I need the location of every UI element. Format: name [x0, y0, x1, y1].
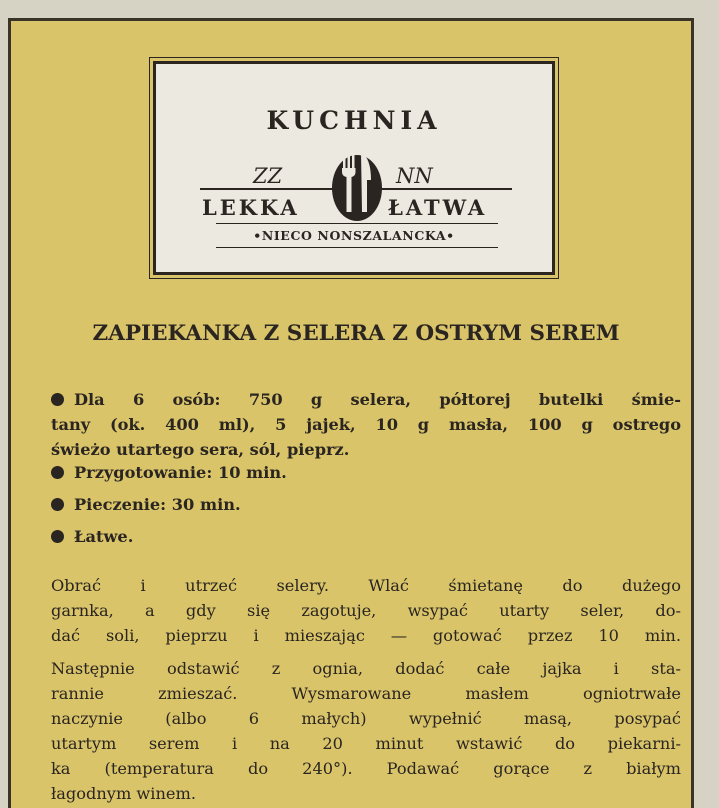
magazine-page — [8, 18, 694, 808]
paragraph-1-line-3: dać soli, pieprzu i mieszając — gotować przez 10 min. — [51, 626, 681, 645]
bake-time-text: Pieczenie: 30 min. — [74, 495, 241, 514]
difficulty — [51, 527, 133, 546]
ingredients-line-2: tany (ok. 400 ml), 5 jajek, 10 g masła, 100 g ostrego — [51, 415, 681, 434]
logo-word-left: LEKKA — [202, 195, 300, 220]
fork-and-knife-icon — [331, 142, 383, 222]
prep-time — [51, 463, 287, 482]
paragraph-2-line-4: utartym serem i na 20 minut wstawić do piekarni- — [51, 734, 681, 753]
bake-time — [51, 495, 241, 514]
paragraph-2-line-5: ka (temperatura do 240°). Podawać gorące z białym — [51, 759, 681, 778]
logo-word-right: ŁATWA — [388, 195, 488, 220]
method-paragraph-2 — [51, 656, 681, 806]
ingredients-line-3: świeżo utartego sera, sól, pieprz. — [51, 440, 350, 459]
prep-time-text: Przygotowanie: 10 min. — [74, 463, 287, 482]
logo-rule-bottom-tagline — [216, 247, 498, 248]
bullet-icon — [51, 530, 64, 543]
bullet-icon — [51, 498, 64, 511]
paragraph-2-line-6: łagodnym winem. — [51, 784, 196, 803]
ingredients-line-1: Dla 6 osób: 750 g selera, półtorej butelki śmie- — [74, 390, 681, 409]
paragraph-2-line-1: Następnie odstawić z ognia, dodać całe jajka i sta- — [51, 659, 681, 678]
logo-rule-top-tagline — [216, 223, 498, 224]
logo-title: KUCHNIA — [266, 106, 442, 135]
logo-monogram-right: NN — [396, 164, 433, 188]
logo-tagline: •NIECO NONSZALANCKA• — [253, 228, 455, 243]
column-logo — [153, 61, 555, 275]
logo-monogram-left: ZZ — [253, 164, 283, 188]
logo-rule-right — [374, 188, 512, 190]
ingredients-block — [51, 387, 681, 462]
method-paragraph-1 — [51, 573, 681, 648]
difficulty-text: Łatwe. — [74, 527, 134, 546]
paragraph-1-line-2: garnka, a gdy się zagotuje, wsypać utarty seler, do- — [51, 601, 681, 620]
recipe-title: ZAPIEKANKA Z SELERA Z OSTRYM SEREM — [92, 321, 620, 346]
logo-rule-left — [200, 188, 340, 190]
paragraph-2-line-2: rannie zmieszać. Wysmarowane masłem ogniotrwałe — [51, 684, 681, 703]
bullet-icon — [51, 466, 64, 479]
paragraph-1-line-1: Obrać i utrzeć selery. Wlać śmietanę do dużego — [51, 576, 681, 595]
bullet-icon — [51, 393, 64, 406]
paragraph-2-line-3: naczynie (albo 6 małych) wypełnić masą, posypać — [51, 709, 681, 728]
